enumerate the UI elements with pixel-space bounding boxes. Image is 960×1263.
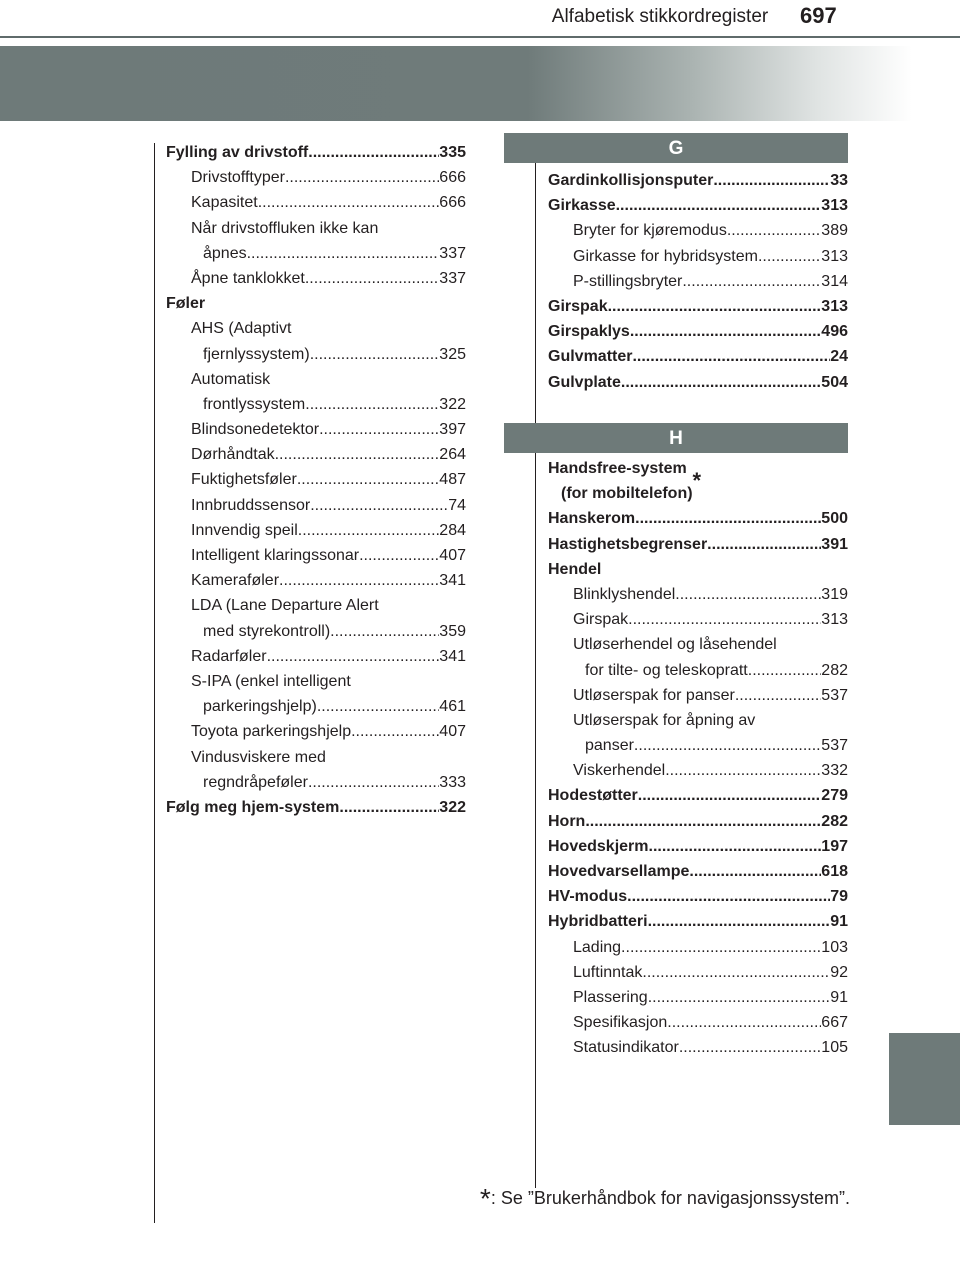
index-entry xyxy=(548,859,848,884)
index-entry-term: åpnes xyxy=(203,244,247,262)
index-entry-term: Vindusviskere med xyxy=(191,748,326,766)
index-entry-term: Dørhåndtak xyxy=(191,446,275,464)
index-entry-term: Føler xyxy=(166,295,206,313)
dot-leader xyxy=(298,518,440,543)
dot-leader xyxy=(648,909,831,934)
index-entry xyxy=(548,269,848,294)
index-entry-page: 105 xyxy=(821,1039,848,1057)
index-entry-term: AHS (Adaptivt xyxy=(191,320,292,338)
index-entry-term: HV-modus xyxy=(548,888,628,906)
index-entry-term: Bryter for kjøremodus xyxy=(573,222,727,240)
index-entry-page: 389 xyxy=(821,222,848,240)
index-entry-term: Gulvplate xyxy=(548,373,621,391)
dot-leader xyxy=(616,193,822,218)
index-entry-page: 537 xyxy=(821,737,848,755)
section-header-h: H xyxy=(504,423,848,453)
index-entry xyxy=(548,370,848,395)
dot-leader xyxy=(608,294,822,319)
index-entry xyxy=(548,218,848,243)
index-entry xyxy=(548,960,848,985)
index-entry-term: Fylling av drivstoff xyxy=(166,144,309,161)
index-entry-term: Drivstofftyper xyxy=(191,169,285,187)
index-entry-page: 337 xyxy=(439,269,466,287)
index-entry xyxy=(548,783,848,808)
dot-leader xyxy=(247,241,440,266)
dot-leader xyxy=(638,783,822,808)
dot-leader xyxy=(258,190,440,215)
dot-leader xyxy=(279,568,439,593)
index-entry xyxy=(166,165,466,190)
column-rule-left xyxy=(154,143,155,1223)
dot-leader xyxy=(649,834,822,859)
index-entry-page: 332 xyxy=(821,762,848,780)
index-entry-term: Kapasitet xyxy=(191,194,258,212)
index-entry-term: P-stillingsbryter xyxy=(573,272,683,290)
dot-leader xyxy=(648,985,831,1010)
index-entry-page: 500 xyxy=(821,510,848,528)
index-entry xyxy=(548,683,848,708)
index-entry-term: Kameraføler xyxy=(191,572,280,590)
index-entry xyxy=(166,719,466,744)
index-entry-term: Girspaklys xyxy=(548,323,630,341)
dot-leader xyxy=(635,506,821,531)
index-entry xyxy=(548,582,848,607)
index-entry-term: Utløserspak for panser xyxy=(573,686,735,704)
index-entry-term: Gulvmatter xyxy=(548,348,633,366)
index-entry xyxy=(166,291,466,316)
index-entry xyxy=(548,168,848,193)
index-entry-page: 313 xyxy=(821,297,848,315)
index-entry xyxy=(166,417,466,442)
index-entry-term: Utløserhendel og låsehendel xyxy=(573,636,777,654)
index-entry-page: 407 xyxy=(439,723,466,741)
dot-leader xyxy=(727,218,821,243)
dot-leader xyxy=(310,493,448,518)
dot-leader xyxy=(267,644,440,669)
index-entry-page: 496 xyxy=(821,323,848,341)
index-entry-term: Lading xyxy=(573,938,622,956)
index-entry-page: 322 xyxy=(439,798,466,816)
footnote-symbol: * xyxy=(479,1183,491,1214)
index-entry-page: 397 xyxy=(439,421,466,439)
index-entry xyxy=(166,770,466,795)
index-entry-term: Blinklyshendel xyxy=(573,585,676,603)
index-entry xyxy=(548,1035,848,1060)
index-entry-term: Hovedskjerm xyxy=(548,837,649,855)
index-entry-term: Hodestøtter xyxy=(548,787,638,805)
index-entry xyxy=(166,316,466,341)
dot-leader xyxy=(621,370,821,395)
index-entry-term: Utløserspak for åpning av xyxy=(573,711,756,729)
index-entry-term: Girkasse xyxy=(548,197,616,215)
index-entry-page: 666 xyxy=(439,169,466,187)
dot-leader xyxy=(285,165,439,190)
index-entry-page: 314 xyxy=(821,272,848,290)
index-entry-page: 264 xyxy=(439,446,466,464)
index-entry-term: Innvendig speil xyxy=(191,521,298,539)
header-rule xyxy=(0,36,960,38)
index-entry xyxy=(548,809,848,834)
dot-leader xyxy=(319,417,439,442)
dot-leader xyxy=(630,319,821,344)
dot-leader xyxy=(689,859,821,884)
index-entry-term: Hanskerom xyxy=(548,510,636,528)
index-entry xyxy=(166,367,466,392)
footnote-text: : Se ”Brukerhåndbok for navigasjonssystem”. xyxy=(490,1188,850,1208)
index-entry xyxy=(166,518,466,543)
index-entry-term: Når drivstoffluken ikke kan xyxy=(191,219,379,237)
index-entry-page: 103 xyxy=(821,938,848,956)
footnote-marker: * xyxy=(692,468,702,494)
dot-leader xyxy=(317,694,439,719)
dot-leader xyxy=(308,140,439,165)
index-entry-page: 313 xyxy=(821,611,848,629)
index-section-g xyxy=(548,168,848,395)
index-entry-page: 407 xyxy=(439,547,466,564)
index-entry-term: fjernlyssystem) xyxy=(203,345,310,363)
index-entry-page: 667 xyxy=(821,1014,848,1032)
dot-leader xyxy=(758,244,821,269)
index-entry-term: Horn xyxy=(548,812,586,830)
index-entry xyxy=(548,658,848,683)
index-entry-page: 322 xyxy=(439,395,466,413)
index-entry xyxy=(548,244,848,269)
dot-leader xyxy=(339,795,439,820)
index-entry-term: Spesifikasjon xyxy=(573,1014,668,1032)
index-entry xyxy=(548,708,848,733)
index-entry-page: 24 xyxy=(830,348,848,366)
index-entry-page: 461 xyxy=(439,698,466,716)
index-entry-page: 91 xyxy=(830,913,848,931)
index-entry-page: 391 xyxy=(821,535,848,553)
index-entry xyxy=(166,140,466,165)
dot-leader xyxy=(621,935,821,960)
header-title: Alfabetisk stikkordregister xyxy=(551,6,769,27)
index-entry xyxy=(548,935,848,960)
index-entry xyxy=(166,467,466,492)
index-entry-term: Hovedvarsellampe xyxy=(548,863,690,880)
index-entry-term: LDA (Lane Departure Alert xyxy=(191,597,379,615)
index-entry xyxy=(166,593,466,618)
index-entry-term: Girspak xyxy=(573,611,629,629)
index-entry xyxy=(166,190,466,215)
dot-leader xyxy=(330,619,439,644)
index-entry-page: 319 xyxy=(821,585,848,603)
index-entry xyxy=(166,619,466,644)
index-entry xyxy=(548,607,848,632)
index-entry xyxy=(166,669,466,694)
index-entry xyxy=(548,733,848,758)
index-entry-page: 313 xyxy=(821,197,848,215)
index-entry xyxy=(166,442,466,467)
index-entry-term: (for mobiltelefon) xyxy=(561,485,693,503)
index-entry-term: Innbruddssensor xyxy=(191,496,311,514)
index-entry xyxy=(548,632,848,657)
index-entry xyxy=(166,342,466,367)
index-entry-page: 79 xyxy=(830,888,848,906)
index-entry xyxy=(548,506,848,531)
index-entry xyxy=(166,795,466,820)
index-entry-term: Hendel xyxy=(548,560,602,578)
index-entry-page: 666 xyxy=(439,194,466,212)
index-entry-page: 282 xyxy=(821,661,848,679)
index-entry-term: Girkasse for hybridsystem xyxy=(573,247,758,265)
index-entry-page: 537 xyxy=(821,686,848,704)
index-entry-page: 487 xyxy=(439,471,466,489)
index-entry-term: Åpne tanklokket xyxy=(191,269,305,287)
index-entry-term: Handsfree-system xyxy=(548,460,687,477)
index-entry xyxy=(166,266,466,291)
page-number: 697 xyxy=(800,3,837,28)
index-entry-term: Toyota parkeringshjelp xyxy=(191,723,352,741)
index-entry xyxy=(166,392,466,417)
index-entry xyxy=(548,344,848,369)
index-entry-page: 74 xyxy=(448,496,466,514)
index-entry-page: 284 xyxy=(439,521,466,539)
dot-leader xyxy=(310,392,440,417)
index-entry xyxy=(548,758,848,783)
dot-leader xyxy=(351,719,439,744)
index-entry xyxy=(548,532,848,557)
index-entry xyxy=(166,568,466,593)
dot-leader xyxy=(675,582,821,607)
index-entry-term: Blindsonedetektor xyxy=(191,421,320,439)
index-entry xyxy=(548,319,848,344)
dot-leader xyxy=(665,758,821,783)
dot-leader xyxy=(679,1035,821,1060)
index-entry-page: 341 xyxy=(439,647,466,665)
header-banner xyxy=(0,46,960,121)
index-entry-term: Hybridbatteri xyxy=(548,913,648,931)
dot-leader xyxy=(634,733,821,758)
footnote xyxy=(410,1183,850,1215)
index-entry-term: S-IPA (enkel intelligent xyxy=(191,672,351,690)
index-entry xyxy=(548,193,848,218)
index-entry-page: 335 xyxy=(439,144,466,161)
index-entry-term: Plassering xyxy=(573,988,648,1006)
dot-leader xyxy=(275,442,440,467)
index-entry-term: Gardinkollisjonsputer xyxy=(548,172,714,189)
dot-leader xyxy=(707,532,821,557)
index-entry-term: med styrekontroll) xyxy=(203,622,331,640)
index-entry-term: Intelligent klaringssonar xyxy=(191,547,360,564)
index-entry xyxy=(548,909,848,934)
index-entry-term: regndråpeføler xyxy=(203,773,308,791)
dot-leader xyxy=(308,770,439,795)
index-entry-term: Hastighetsbegrenser xyxy=(548,535,708,553)
index-entry-term: frontlyssystem. xyxy=(203,395,310,413)
index-entry-term: parkeringshjelp) xyxy=(203,698,317,716)
index-entry-page: 504 xyxy=(821,373,848,391)
dot-leader xyxy=(748,658,822,683)
index-entry-page: 337 xyxy=(439,244,466,262)
index-entry xyxy=(548,985,848,1010)
index-entry xyxy=(548,557,848,582)
dot-leader xyxy=(713,168,830,193)
index-entry-term: Statusindikator xyxy=(573,1039,679,1057)
index-entry-term: Viskerhendel xyxy=(573,762,666,780)
index-entry xyxy=(166,745,466,770)
index-entry-term: Luftinntak xyxy=(573,963,643,981)
index-entry-page: 341 xyxy=(439,572,466,590)
dot-leader xyxy=(585,809,821,834)
index-entry-page: 333 xyxy=(439,773,466,791)
dot-leader xyxy=(682,269,821,294)
dot-leader xyxy=(310,342,440,367)
index-entry-page: 359 xyxy=(439,622,466,640)
section-header-g: G xyxy=(504,133,848,163)
index-entry xyxy=(548,834,848,859)
index-column-left xyxy=(166,140,466,820)
index-entry-page: 92 xyxy=(830,963,848,981)
index-entry-term: Automatisk xyxy=(191,370,271,388)
index-entry-page: 618 xyxy=(821,863,848,880)
dot-leader xyxy=(359,543,439,568)
dot-leader xyxy=(735,683,821,708)
index-entry-page: 91 xyxy=(830,988,848,1006)
dot-leader xyxy=(632,344,830,369)
index-entry-term: for tilte- og teleskopratt xyxy=(585,661,748,679)
index-entry-term: Radarføler xyxy=(191,647,267,665)
dot-leader xyxy=(627,884,830,909)
index-entry-page: 33 xyxy=(830,172,848,189)
index-entry xyxy=(166,644,466,669)
dot-leader xyxy=(642,960,830,985)
index-entry-page: 197 xyxy=(821,837,848,855)
index-entry-page: 279 xyxy=(821,787,848,805)
index-entry xyxy=(166,543,466,568)
dot-leader xyxy=(305,266,439,291)
index-entry-page: 282 xyxy=(821,812,848,830)
dot-leader xyxy=(628,607,821,632)
index-entry-term: Fuktighetsføler xyxy=(191,471,297,489)
index-entry xyxy=(166,216,466,241)
dot-leader xyxy=(297,467,439,492)
index-entry xyxy=(166,493,466,518)
index-entry xyxy=(548,1010,848,1035)
index-entry-page: 325 xyxy=(439,345,466,363)
index-entry-page: 313 xyxy=(821,247,848,265)
index-entry xyxy=(548,294,848,319)
dot-leader xyxy=(667,1010,821,1035)
index-entry xyxy=(166,241,466,266)
index-entry-term: panser xyxy=(585,737,634,755)
index-entry-term: Girspak xyxy=(548,297,608,315)
column-rule-middle xyxy=(535,133,536,1188)
index-entry-term: Følg meg hjem-system xyxy=(166,798,340,816)
chapter-thumb-tab xyxy=(889,1033,960,1125)
index-section-h xyxy=(548,456,848,1061)
index-entry xyxy=(166,694,466,719)
index-entry xyxy=(548,884,848,909)
